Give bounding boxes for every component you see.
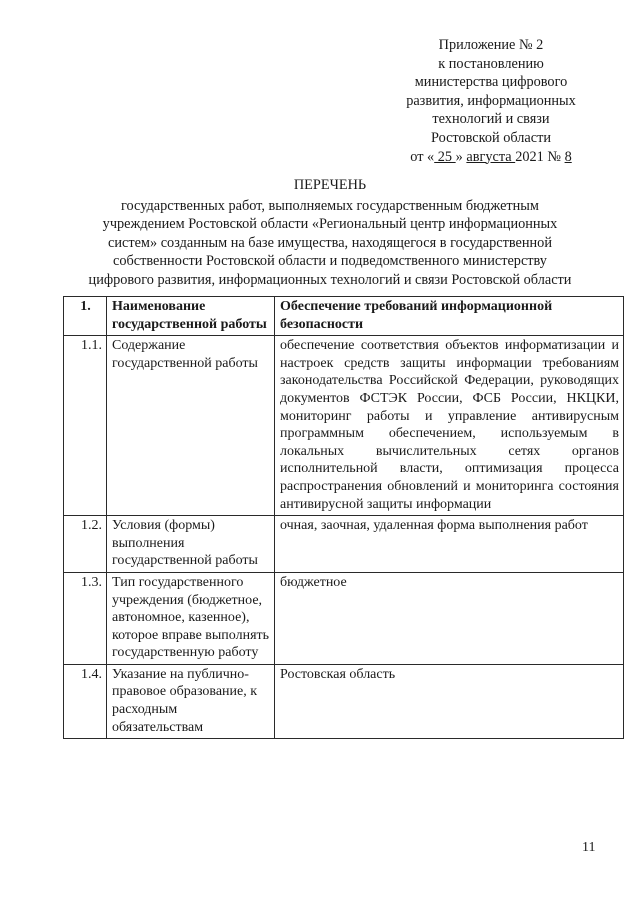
heading-line-4: собственности Ростовской области и подведомственного министерству [113, 253, 547, 270]
appendix-date-line [360, 148, 622, 167]
row-value-cell: обеспечение соответствия объектов информатизации и настроек средств защиты информации требованиям законодательства Российской Федерации, руководящих документов ФСТЭК России, ФСБ России, НКЦКИ, мониторинг работы и управление антивирусным программным обеспечением, используемым в локальных вычислительных сетях органов исполнительной власти, оптимизация процесса распространения обновлений и мониторинга состояния антивирусной защиты информации [275, 336, 624, 516]
row-num-cell: 1.2. [64, 516, 107, 573]
header-num-cell: 1. [64, 297, 107, 336]
appendix-block [360, 36, 622, 166]
date-year: 2021 № [515, 148, 565, 165]
document-heading [60, 176, 600, 290]
appendix-line-3: министерства цифрового [414, 74, 568, 91]
heading-line-2: учреждением Ростовской области «Региональный центр информационных [102, 216, 558, 233]
date-mid: » [455, 148, 467, 165]
document-number: 8 [564, 148, 572, 165]
page-number: 11 [582, 840, 596, 855]
works-table [63, 296, 624, 739]
appendix-line-2: к постановлению [438, 55, 544, 72]
row-value-cell: бюджетное [275, 572, 624, 664]
table-row [64, 516, 624, 573]
row-name-cell: Тип государственного учреждения (бюджетное, автономное, казенное), которое вправе выполнять государственную работу [107, 572, 275, 664]
row-num-cell: 1.4. [64, 664, 107, 738]
table-row [64, 664, 624, 738]
table-row [64, 572, 624, 664]
row-value-cell: очная, заочная, удаленная форма выполнения работ [275, 516, 624, 573]
row-num-cell: 1.1. [64, 336, 107, 516]
appendix-line-1: Приложение № 2 [438, 37, 544, 53]
heading-title: ПЕРЕЧЕНЬ [293, 177, 367, 193]
date-month: августа [466, 148, 516, 165]
row-num-cell: 1.3. [64, 572, 107, 664]
date-prefix: от « [410, 148, 435, 165]
header-name-cell: Наименование государственной работы [107, 297, 275, 336]
heading-line-5: цифрового развития, информационных технологий и связи Ростовской области [88, 271, 572, 288]
row-name-cell: Содержание государственной работы [107, 336, 275, 516]
appendix-line-4: развития, информационных [406, 92, 576, 109]
heading-line-1: государственных работ, выполняемых государственным бюджетным [121, 197, 539, 214]
table-row [64, 336, 624, 516]
date-day: 25 [434, 148, 456, 165]
appendix-line-5: технологий и связи [432, 111, 550, 128]
row-name-cell: Условия (формы) выполнения государственной работы [107, 516, 275, 573]
row-value-cell: Ростовская область [275, 664, 624, 738]
header-value-cell: Обеспечение требований информационной безопасности [275, 297, 624, 336]
row-name-cell: Указание на публично-правовое образование, к расходным обязательствам [107, 664, 275, 738]
appendix-line-6: Ростовской области [430, 129, 552, 146]
heading-line-3: систем» созданным на базе имущества, находящегося в государственной [108, 234, 552, 251]
table-header-row [64, 297, 624, 336]
